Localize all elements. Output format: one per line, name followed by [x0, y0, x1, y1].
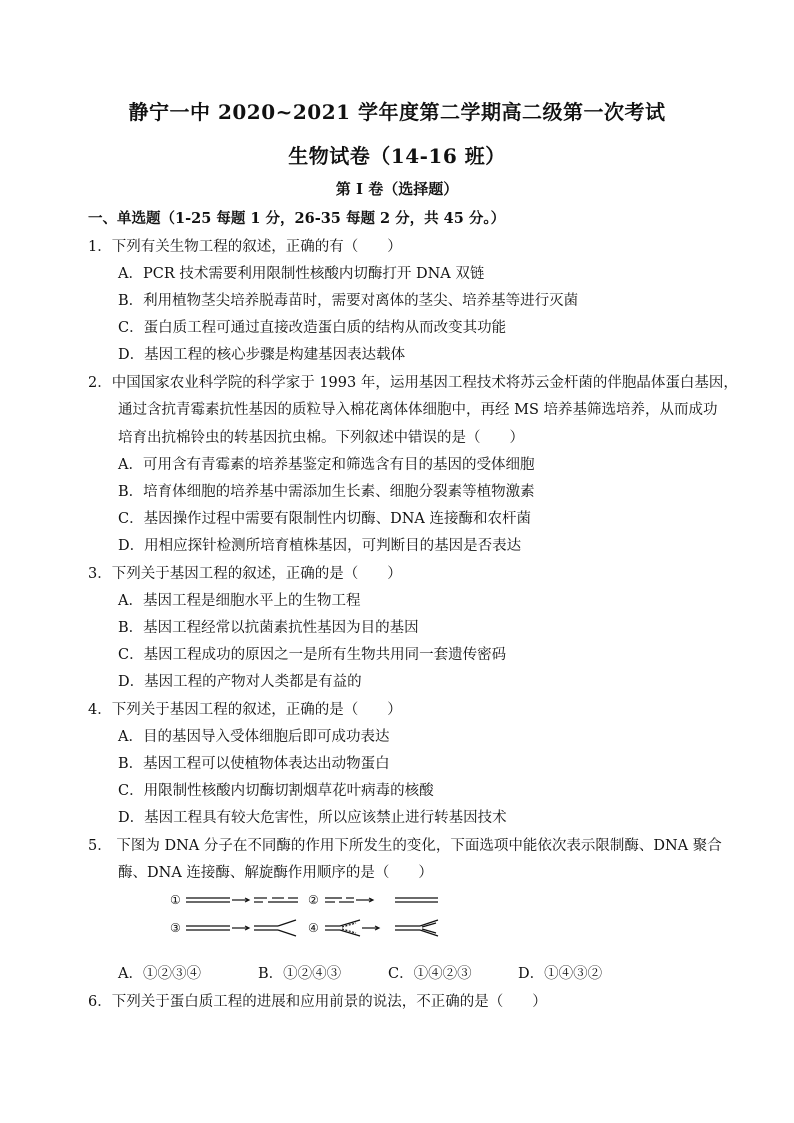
q3-option-a: A．基因工程是细胞水平上的生物工程 [118, 593, 361, 609]
q1-option-a: A．PCR 技术需要利用限制性核酸内切酶打开 DNA 双链 [118, 266, 485, 282]
fig-label-1: ① [170, 893, 181, 907]
fig-label-3: ③ [170, 921, 181, 935]
q2-option-d: D．用相应探针检测所培育植株基因，可判断目的基因是否表达 [118, 538, 522, 554]
q4-option-d: D．基因工程具有较大危害性，所以应该禁止进行转基因技术 [118, 810, 507, 826]
q4-option-a: A．目的基因导入受体细胞后即可成功表达 [118, 729, 390, 745]
q2-option-b: B．培育体细胞的培养基中需添加生长素、细胞分裂素等植物激素 [118, 484, 535, 500]
q5-stem-line2: 酶、DNA 连接酶、解旋酶作用顺序的是（ ） [118, 865, 433, 881]
section-heading: 第 I 卷（选择题） [335, 180, 459, 198]
diagram-1 [186, 898, 298, 902]
q2-stem-line3: 培育出抗棉铃虫的转基因抗虫棉。下列叙述中错误的是（ ） [118, 430, 524, 446]
fig-label-4: ④ [308, 921, 319, 935]
q6-stem: 6．下列关于蛋白质工程的进展和应用前景的说法，不正确的是（ ） [88, 994, 547, 1010]
q4-stem: 4．下列关于基因工程的叙述，正确的是（ ） [88, 702, 402, 718]
q2-stem-line1: 2．中国国家农业科学院的科学家于 1993 年，运用基因工程技术将苏云金杆菌的伴胞晶体蛋白基因， [88, 375, 738, 391]
q2-stem-line2: 通过含抗青霉素抗性基因的质粒导入棉花离体体细胞中，再经 MS 培养基筛选培养，从而成功 [118, 402, 718, 418]
q2-option-c: C．基因操作过程中需要有限制性内切酶、DNA 连接酶和农杆菌 [118, 511, 531, 527]
q5-option-a: A．①②③④ [118, 966, 201, 982]
q5-option-c: C．①④②③ [388, 966, 472, 982]
exam-subtitle: 生物试卷（14-16 班） [288, 144, 506, 168]
dna-enzyme-figure [170, 893, 450, 941]
q5-option-d: D．①④③② [518, 966, 603, 982]
q3-option-d: D．基因工程的产物对人类都是有益的 [118, 674, 362, 690]
q1-option-b: B．利用植物茎尖培养脱毒苗时，需要对离体的茎尖、培养基等进行灭菌 [118, 293, 579, 309]
section-instruction: 一、单选题（1-25 每题 1 分，26-35 每题 2 分，共 45 分。） [88, 210, 506, 227]
q1-option-c: C．蛋白质工程可通过直接改造蛋白质的结构从而改变其功能 [118, 320, 507, 336]
q5-option-b: B．①②④③ [258, 966, 342, 982]
diagram-3 [186, 920, 296, 936]
q3-option-c: C．基因工程成功的原因之一是所有生物共用同一套遗传密码 [118, 647, 507, 663]
q5-stem-line1: 5． 下图为 DNA 分子在不同酶的作用下所发生的变化，下面选项中能依次表示限制酶、DNA 聚合 [88, 838, 722, 854]
q4-option-b: B．基因工程可以使植物体表达出动物蛋白 [118, 756, 390, 772]
q1-stem: 1．下列有关生物工程的叙述，正确的有（ ） [88, 239, 402, 255]
q2-option-a: A．可用含有青霉素的培养基鉴定和筛选含有目的基因的受体细胞 [118, 457, 535, 473]
q1-option-d: D．基因工程的核心步骤是构建基因表达载体 [118, 347, 406, 363]
q3-option-b: B．基因工程经常以抗菌素抗性基因为目的基因 [118, 620, 419, 636]
diagram-2 [325, 898, 438, 902]
fig-label-2: ② [308, 893, 319, 907]
diagram-4 [325, 920, 438, 936]
q4-option-c: C．用限制性核酸内切酶切割烟草花叶病毒的核酸 [118, 783, 434, 799]
exam-title: 静宁一中 2020~2021 学年度第二学期高二级第一次考试 [128, 100, 666, 124]
q3-stem: 3．下列关于基因工程的叙述，正确的是（ ） [88, 566, 402, 582]
